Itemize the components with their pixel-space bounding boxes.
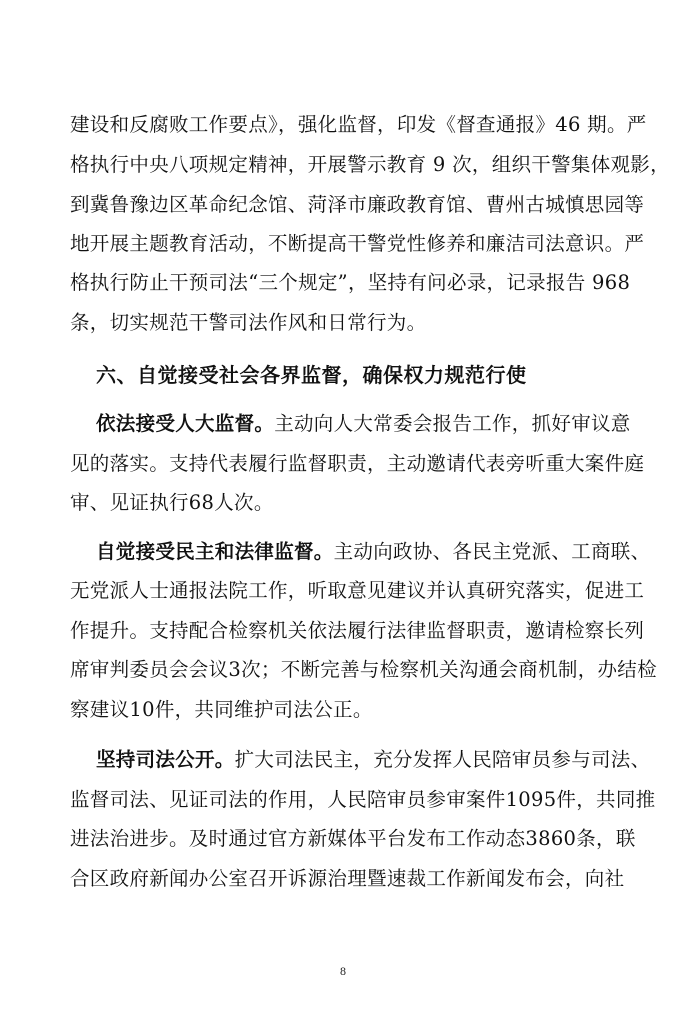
paragraph-3-line-4: 席审判委员会会议3次；不断完善与检察机关沟通会商机制，办结检 xyxy=(70,658,657,681)
paragraph-3-line-1 xyxy=(96,539,651,565)
paragraph-1-line-6: 条，切实规范干警司法作风和日常行为。 xyxy=(70,311,427,334)
paragraph-2-lead: 依法接受人大监督。 xyxy=(96,412,275,435)
paragraph-3-line-5: 察建议10件，共同维护司法公正。 xyxy=(70,698,373,721)
paragraph-3-line-1-text: 主动向政协、各民主党派、工商联、 xyxy=(333,540,651,563)
paragraph-3-lead: 自觉接受民主和法律监督。 xyxy=(96,540,334,563)
paragraph-1-line-3: 到冀鲁豫边区革命纪念馆、菏泽市廉政教育馆、曹州古城慎思园等 xyxy=(70,193,645,216)
paragraph-2-line-1 xyxy=(96,411,631,437)
paragraph-2-line-1-text: 主动向人大常委会报告工作，抓好审议意 xyxy=(274,412,631,435)
paragraph-4-line-1-text: 扩大司法民主，充分发挥人民陪审员参与司法、 xyxy=(234,748,651,771)
paragraph-1-line-5: 格执行防止干预司法“三个规定”，坚持有问必录，记录报告 968 xyxy=(70,271,631,294)
section-heading: 六、自觉接受社会各界监督，确保权力规范行使 xyxy=(96,363,527,387)
paragraph-4-line-4: 合区政府新闻办公室召开诉源治理暨速裁工作新闻发布会，向社 xyxy=(70,867,625,890)
paragraph-4-line-1 xyxy=(96,747,651,773)
paragraph-1-line-1: 建设和反腐败工作要点》，强化监督，印发《督查通报》46 期。严 xyxy=(70,113,647,136)
paragraph-3-line-2: 无党派人士通报法院工作，听取意见建议并认真研究落实，促进工 xyxy=(70,579,645,602)
paragraph-1-line-2: 格执行中央八项规定精神，开展警示教育 9 次，组织干警集体观影， xyxy=(70,153,670,176)
page-number: 8 xyxy=(340,964,346,978)
paragraph-3-line-3: 作提升。支持配合检察机关依法履行法律监督职责，邀请检察长列 xyxy=(70,619,645,642)
paragraph-2-line-2: 见的落实。支持代表履行监督职责，主动邀请代表旁听重大案件庭 xyxy=(70,452,645,475)
paragraph-2-line-3: 审、见证执行68人次。 xyxy=(70,491,274,514)
paragraph-1-line-4: 地开展主题教育活动，不断提高干警党性修养和廉洁司法意识。严 xyxy=(70,232,645,255)
paragraph-4-line-3: 进法治进步。及时通过官方新媒体平台发布工作动态3860条，联 xyxy=(70,827,636,850)
paragraph-4-line-2: 监督司法、见证司法的作用，人民陪审员参审案件1095件，共同推 xyxy=(70,788,656,811)
paragraph-4-lead: 坚持司法公开。 xyxy=(96,748,235,771)
